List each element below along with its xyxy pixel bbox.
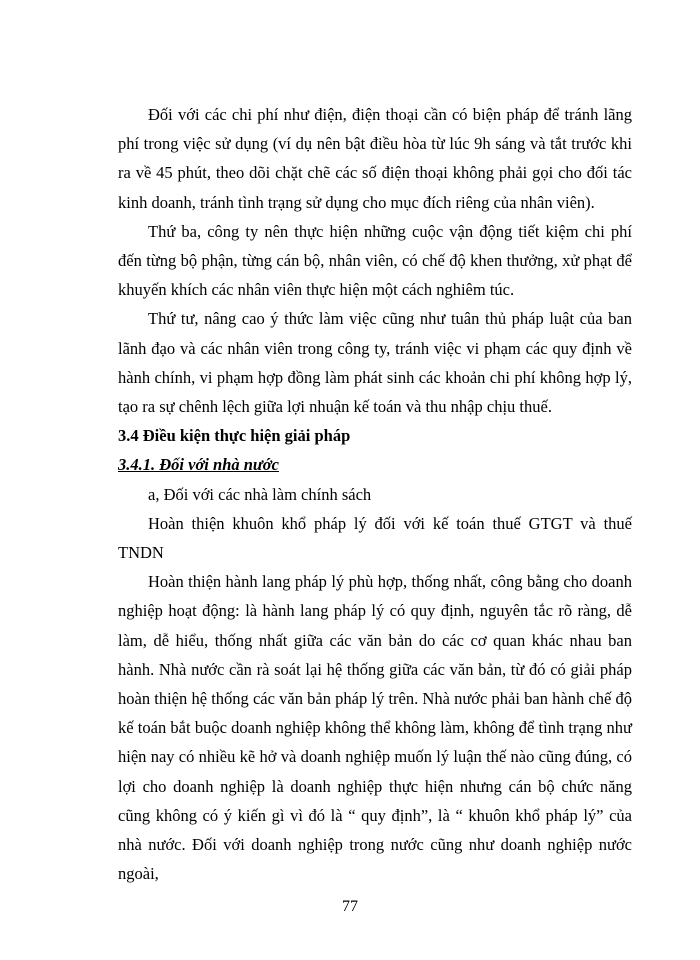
subsection-heading: 3.4.1. Đối với nhà nước bbox=[118, 455, 279, 475]
page-number: 77 bbox=[342, 898, 358, 915]
paragraph-legal-corridor: Hoàn thiện hành lang pháp lý phù hợp, thống nhất, công bằng cho doanh nghiệp hoạt động: là hành lang pháp lý có quy định, nguyên tắc rõ ràng, dễ làm, dễ hiểu, thống nhất giữa các văn bản do các cơ quan khác nhau ban hành. Nhà nước cần rà soát lại hệ thống giữa các văn bản, từ đó có giải pháp hoàn thiện hệ thống các văn bản pháp lý trên. Nhà nước phải ban hành chế độ kế toán bắt buộc doanh nghiệp không thể không làm, không để tình trạng như hiện nay có nhiều kẽ hở và doanh nghiệp muốn lý luận thế nào cũng đúng, có lợi cho doanh nghiệp là doanh nghiệp thực hiện nhưng cán bộ chức năng cũng không có ý kiến gì vì đó là “ quy định”, là “ khuôn khổ pháp lý” của nhà nước. Đối với doanh nghiệp trong nước cũng như doanh nghiệp nước ngoài, bbox=[118, 572, 632, 884]
paragraph-legal-framework: Hoàn thiện khuôn khổ pháp lý đối với kế toán thuế GTGT và thuế TNDN bbox=[118, 513, 632, 563]
paragraph-third-measure: Thứ ba, công ty nên thực hiện những cuộc vận động tiết kiệm chi phí đến từng bộ phận, từng cán bộ, nhân viên, có chế độ khen thưởng, xử phạt để khuyến khích các nhân viên thực hiện một cách nghiêm túc. bbox=[118, 221, 632, 300]
document-page bbox=[118, 100, 632, 888]
paragraph-policy-makers: a, Đối với các nhà làm chính sách bbox=[148, 484, 372, 504]
paragraph-utility-costs: Đối với các chi phí như điện, điện thoại cần có biện pháp để tránh lãng phí trong việc sử dụng (ví dụ nên bật điều hòa từ lúc 9h sáng và tắt trước khi ra về 45 phút, theo dõi chặt chẽ các số điện thoại không phải gọi cho đối tác kinh doanh, tránh tình trạng sử dụng cho mục đích riêng của nhân viên). bbox=[118, 105, 632, 212]
section-heading: 3.4 Điều kiện thực hiện giải pháp bbox=[118, 426, 351, 446]
paragraph-fourth-measure: Thứ tư, nâng cao ý thức làm việc cũng như tuân thủ pháp luật của ban lãnh đạo và các nhân viên trong công ty, tránh việc vi phạm các quy định về hành chính, vi phạm hợp đồng làm phát sinh các khoản chi phí không hợp lý, tạo ra sự chênh lệch giữa lợi nhuận kế toán và thu nhập chịu thuế. bbox=[118, 309, 632, 417]
